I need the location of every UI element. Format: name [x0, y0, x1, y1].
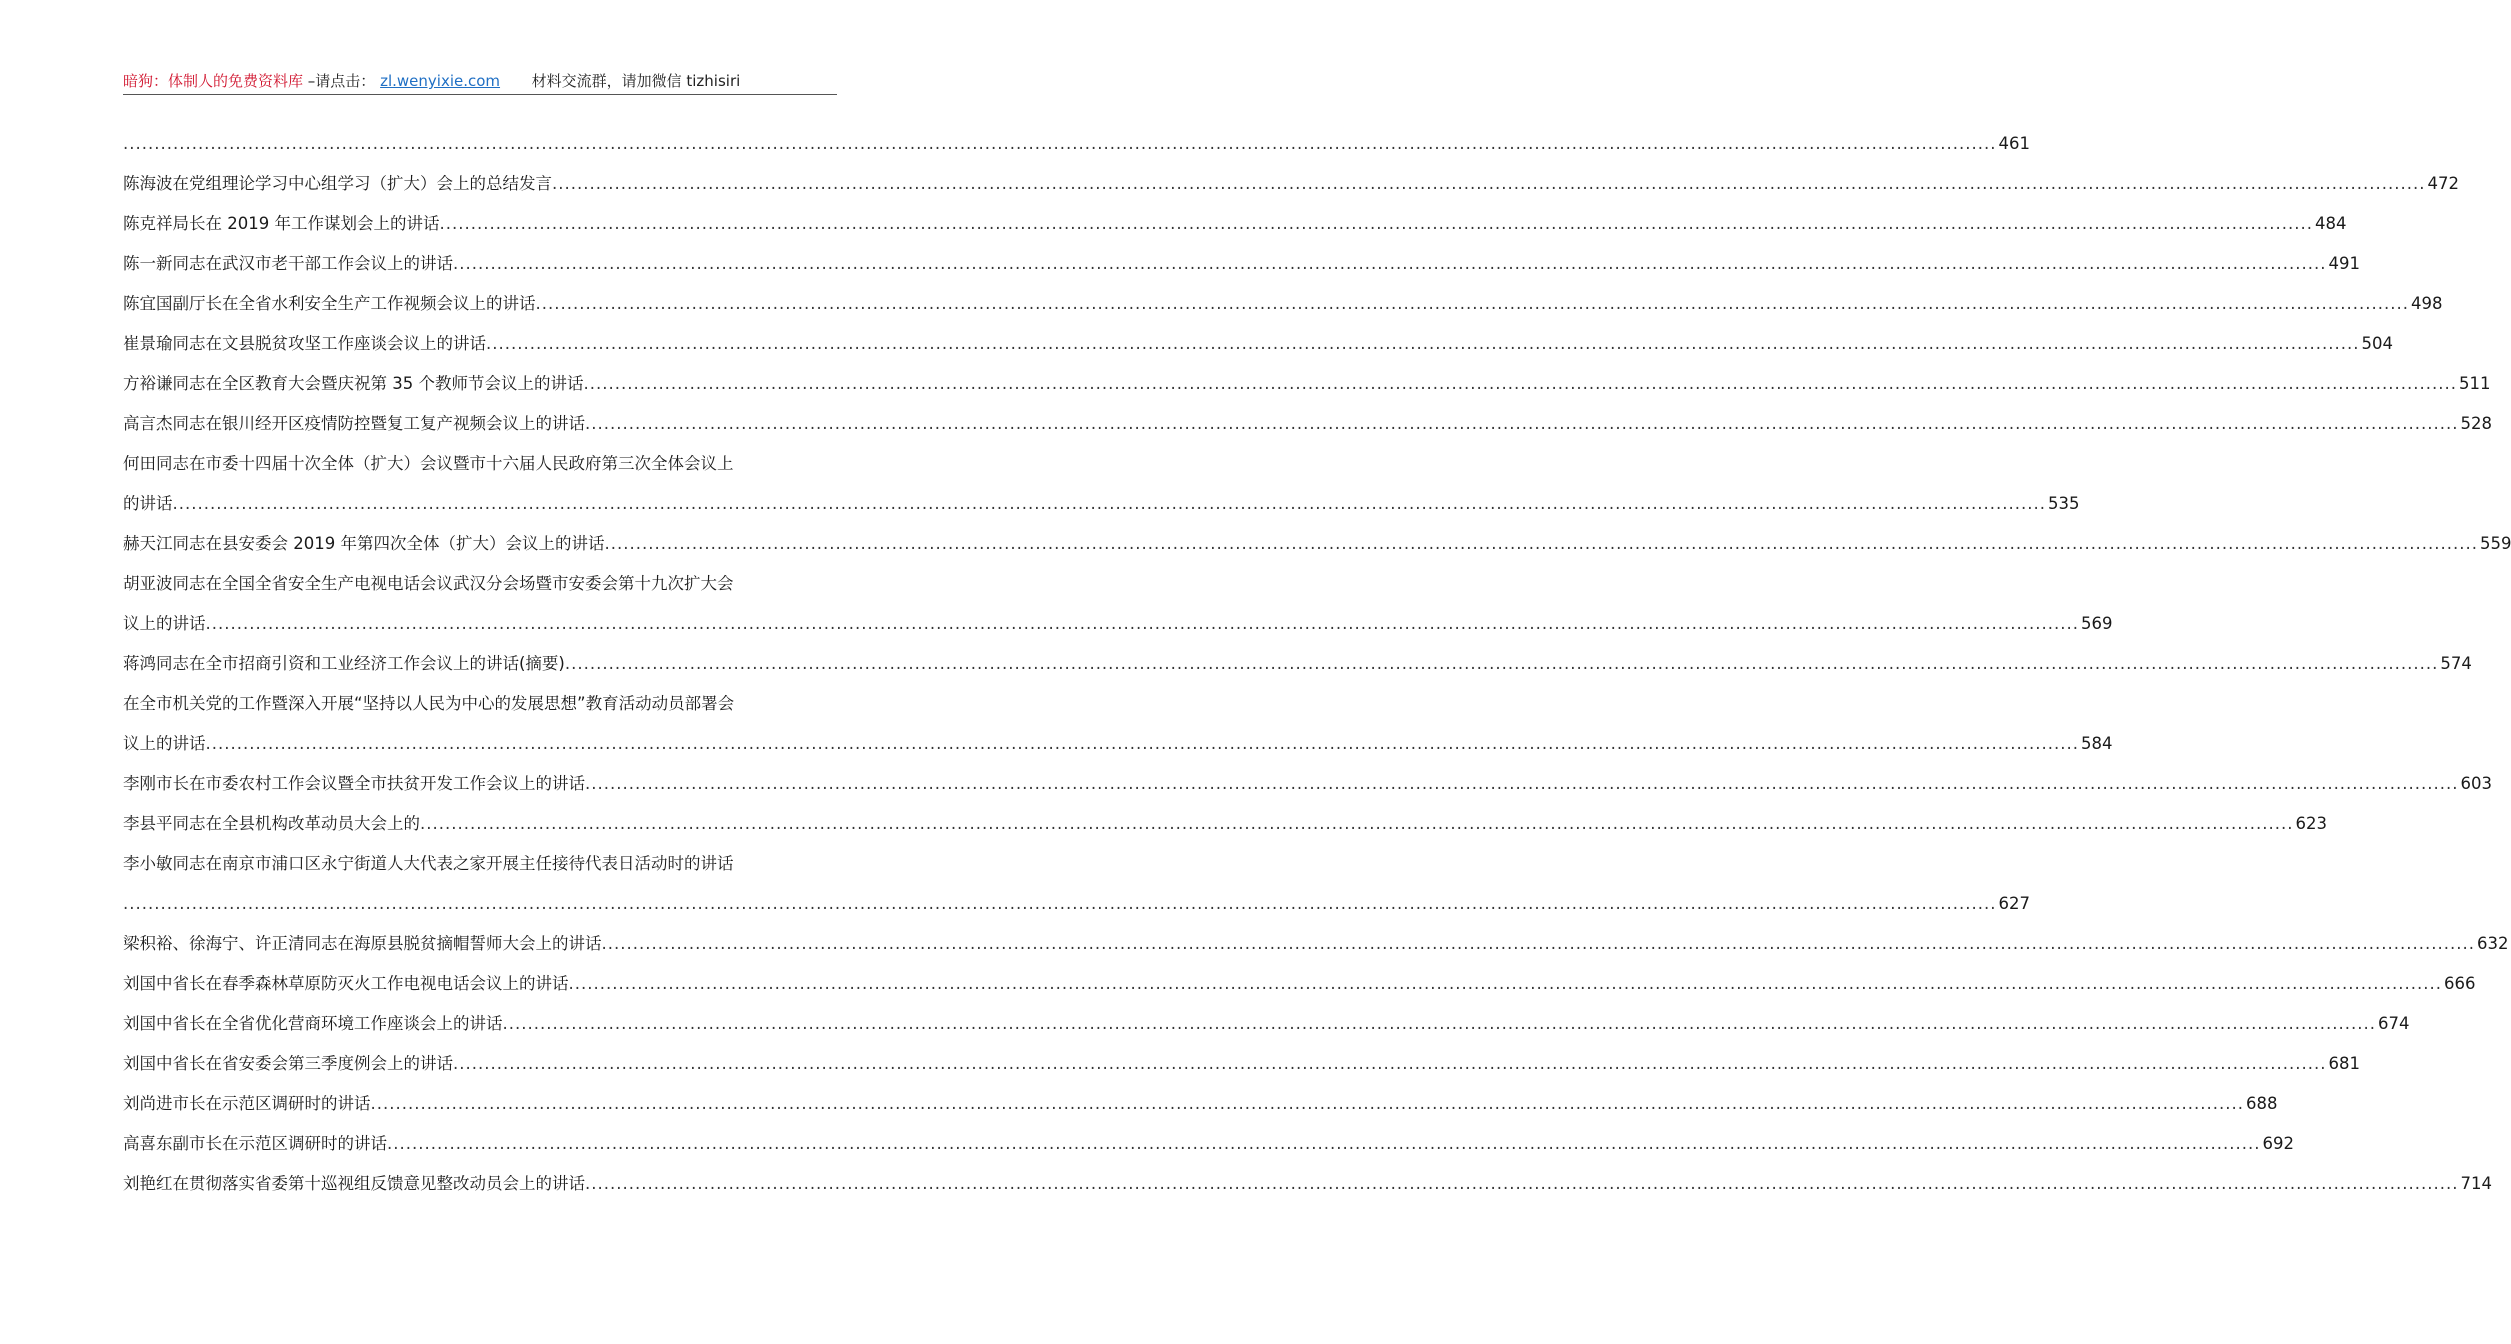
toc-page-number: 535 — [2047, 494, 2080, 513]
toc-dot-leader: ............................................................................................................................................................................................................................................................................................................ — [453, 254, 2327, 273]
toc-entry-title: 陈一新同志在武汉市老干部工作会议上的讲话 — [123, 254, 453, 273]
toc-entry-row — [123, 124, 2030, 164]
toc-entry[interactable] — [123, 324, 2393, 364]
toc-entry-row — [123, 364, 2491, 404]
toc-entry-title: 李县平同志在全县机构改革动员大会上的 — [123, 814, 420, 833]
toc-entry-row — [123, 324, 2393, 364]
toc-dot-leader: ............................................................................................................................................................................................................................................................................................................ — [585, 1174, 2459, 1193]
toc-dot-leader: ............................................................................................................................................................................................................................................................................................................ — [370, 1094, 2244, 1113]
toc-page-number: 528 — [2460, 414, 2492, 433]
toc-page-number: 504 — [2361, 334, 2393, 353]
header-wechat-note: 材料交流群，请加微信 tizhisiri — [531, 72, 741, 90]
header-link[interactable]: zl.wenyixie.com — [380, 72, 501, 90]
toc-dot-leader: ............................................................................................................................................................................................................................................................................................................ — [387, 1134, 2261, 1153]
toc-entry-title: 蒋鸿同志在全市招商引资和工业经济工作会议上的讲话(摘要) — [123, 654, 565, 673]
toc-page-number: 491 — [2328, 254, 2360, 273]
toc-entry[interactable] — [123, 1164, 2492, 1204]
page-header — [123, 70, 837, 95]
toc-page-number: 461 — [1998, 134, 2030, 153]
toc-entry[interactable] — [123, 164, 2459, 204]
toc-entry[interactable] — [123, 364, 2491, 404]
toc-entry-title: 陈海波在党组理论学习中心组学习（扩大）会上的总结发言 — [123, 174, 552, 193]
toc-dot-leader: ............................................................................................................................................................................................................................................................................................................ — [420, 814, 2294, 833]
toc-entry-title: 刘尚进市长在示范区调研时的讲话 — [123, 1094, 371, 1113]
toc-entry-title: 陈克祥局长在 2019 年工作谋划会上的讲话 — [123, 214, 440, 233]
toc-entry[interactable] — [123, 524, 2511, 564]
toc-entry[interactable] — [123, 284, 2443, 324]
toc-page-number: 603 — [2460, 774, 2492, 793]
toc-page-number: 511 — [2458, 374, 2491, 393]
toc-entry[interactable] — [123, 444, 2080, 524]
toc-entry-row — [123, 1004, 2410, 1044]
toc-entry-row — [123, 1164, 2492, 1204]
toc-dot-leader: ............................................................................................................................................................................................................................................................................................................ — [564, 654, 2439, 673]
toc-entry-row — [123, 804, 2327, 844]
toc-dot-leader: ............................................................................................................................................................................................................................................................................................................ — [172, 494, 2046, 513]
toc-page-number: 666 — [2443, 974, 2476, 993]
toc-entry[interactable] — [123, 804, 2327, 844]
toc-entry-title: 陈宜国副厅长在全省水利安全生产工作视频会议上的讲话 — [123, 294, 536, 313]
toc-entry[interactable] — [123, 204, 2347, 244]
toc-entry[interactable] — [123, 1004, 2410, 1044]
toc-entry[interactable] — [123, 124, 2030, 164]
toc-entry[interactable] — [123, 844, 2030, 924]
toc-entry-title: 刘国中省长在春季森林草原防灭火工作电视电话会议上的讲话 — [123, 974, 569, 993]
toc-dot-leader: ............................................................................................................................................................................................................................................................................................................ — [585, 774, 2459, 793]
toc-dot-leader: ............................................................................................................................................................................................................................................................................................................ — [486, 334, 2360, 353]
toc-dot-leader: ............................................................................................................................................................................................................................................................................................................ — [585, 414, 2459, 433]
toc-entry-row — [123, 1124, 2294, 1164]
toc-entry-row — [123, 1084, 2278, 1124]
toc-page-number: 574 — [2440, 654, 2472, 673]
toc-dot-leader: ............................................................................................................................................................................................................................................................................................................ — [535, 294, 2409, 313]
toc-page-number: 559 — [2479, 534, 2511, 553]
toc-dot-leader: ............................................................................................................................................................................................................................................................................................................ — [601, 934, 2475, 953]
toc-entry[interactable] — [123, 684, 2113, 764]
toc-entry[interactable] — [123, 244, 2360, 284]
toc-dot-leader: ............................................................................................................................................................................................................................................................................................................ — [552, 174, 2426, 193]
toc-page-number: 623 — [2295, 814, 2327, 833]
toc-entry-row — [123, 524, 2511, 564]
toc-dot-leader: ............................................................................................................................................................................................................................................................................................................ — [568, 974, 2442, 993]
toc-page-number: 569 — [2080, 614, 2113, 633]
toc-dot-leader: ............................................................................................................................................................................................................................................................................................................ — [123, 894, 1997, 913]
toc-entry-row — [123, 204, 2347, 244]
toc-entry-title: 刘艳红在贯彻落实省委第十巡视组反馈意见整改动员会上的讲话 — [123, 1174, 585, 1193]
toc-entry-row — [123, 724, 2113, 764]
toc-dot-leader: ............................................................................................................................................................................................................................................................................................................ — [453, 1054, 2327, 1073]
toc-entry-title: 的讲话 — [123, 494, 173, 513]
toc-page-number: 632 — [2476, 934, 2509, 953]
toc-entry-title: 方裕谦同志在全区教育大会暨庆祝第 35 个教师节会议上的讲话 — [123, 374, 584, 393]
toc-entry-title: 高喜东副市长在示范区调研时的讲话 — [123, 1134, 387, 1153]
toc-entry-title: 高言杰同志在银川经开区疫情防控暨复工复产视频会议上的讲话 — [123, 414, 585, 433]
toc-dot-leader: ............................................................................................................................................................................................................................................................................................................ — [123, 134, 1997, 153]
toc-entry-line: 李小敏同志在南京市浦口区永宁街道人大代表之家开展主任接待代表日活动时的讲话 — [123, 854, 734, 873]
header-click-prompt: –请点击： — [307, 72, 376, 90]
toc-entry-row — [123, 884, 2030, 924]
toc-entry[interactable] — [123, 1044, 2360, 1084]
toc-entry[interactable] — [123, 1084, 2278, 1124]
toc-page-number: 584 — [2080, 734, 2113, 753]
toc-entry-row — [123, 164, 2459, 204]
toc-entry-row — [123, 644, 2472, 684]
toc-entry-title: 议上的讲话 — [123, 734, 206, 753]
toc-dot-leader: ............................................................................................................................................................................................................................................................................................................ — [439, 214, 2313, 233]
toc-entry-title: 崔景瑜同志在文县脱贫攻坚工作座谈会议上的讲话 — [123, 334, 486, 353]
toc-dot-leader: ............................................................................................................................................................................................................................................................................................................ — [583, 374, 2457, 393]
toc-entry[interactable] — [123, 964, 2476, 1004]
toc-entry-row — [123, 284, 2443, 324]
toc-page-number: 681 — [2328, 1054, 2360, 1073]
toc-entry-row — [123, 764, 2492, 804]
toc-entry[interactable] — [123, 564, 2113, 644]
toc-entry-title: 刘国中省长在省安委会第三季度例会上的讲话 — [123, 1054, 453, 1073]
toc-entry-row — [123, 404, 2492, 444]
toc-entry-row — [123, 1044, 2360, 1084]
toc-entry-title: 梁积裕、徐海宁、许正清同志在海原县脱贫摘帽誓师大会上的讲话 — [123, 934, 602, 953]
toc-page-number: 692 — [2262, 1134, 2294, 1153]
toc-dot-leader: ............................................................................................................................................................................................................................................................................................................ — [604, 534, 2478, 553]
toc-entry[interactable] — [123, 764, 2492, 804]
toc-entry-row — [123, 924, 2509, 964]
toc-entry[interactable] — [123, 1124, 2294, 1164]
toc-page-number: 484 — [2314, 214, 2347, 233]
toc-page-number: 627 — [1998, 894, 2030, 913]
header-brand: 暗狗：体制人的免费资料库 — [123, 72, 304, 90]
toc-page-number: 472 — [2427, 174, 2459, 193]
toc-entry-row — [123, 604, 2113, 644]
toc-page-number: 688 — [2245, 1094, 2278, 1113]
table-of-contents — [123, 124, 2511, 1204]
toc-entry-line: 在全市机关党的工作暨深入开展“坚持以人民为中心的发展思想”教育活动动员部署会 — [123, 694, 735, 713]
toc-entry[interactable] — [123, 404, 2492, 444]
toc-entry-title: 议上的讲话 — [123, 614, 206, 633]
toc-entry[interactable] — [123, 924, 2509, 964]
toc-dot-leader: ............................................................................................................................................................................................................................................................................................................ — [205, 734, 2079, 753]
toc-entry-title: 李刚市长在市委农村工作会议暨全市扶贫开发工作会议上的讲话 — [123, 774, 585, 793]
toc-entry-title: 刘国中省长在全省优化营商环境工作座谈会上的讲话 — [123, 1014, 503, 1033]
toc-entry-row — [123, 244, 2360, 284]
toc-page-number: 714 — [2460, 1174, 2492, 1193]
toc-entry-title: 赫天江同志在县安委会 2019 年第四次全体（扩大）会议上的讲话 — [123, 534, 605, 553]
toc-dot-leader: ............................................................................................................................................................................................................................................................................................................ — [502, 1014, 2376, 1033]
toc-page-number: 674 — [2377, 1014, 2410, 1033]
toc-entry-row — [123, 484, 2080, 524]
toc-entry-line: 胡亚波同志在全国全省安全生产电视电话会议武汉分会场暨市安委会第十九次扩大会 — [123, 574, 734, 593]
toc-dot-leader: ............................................................................................................................................................................................................................................................................................................ — [205, 614, 2079, 633]
toc-entry[interactable] — [123, 644, 2472, 684]
toc-page-number: 498 — [2410, 294, 2443, 313]
toc-entry-row — [123, 964, 2476, 1004]
toc-entry-line: 何田同志在市委十四届十次全体（扩大）会议暨市十六届人民政府第三次全体会议上 — [123, 454, 734, 473]
